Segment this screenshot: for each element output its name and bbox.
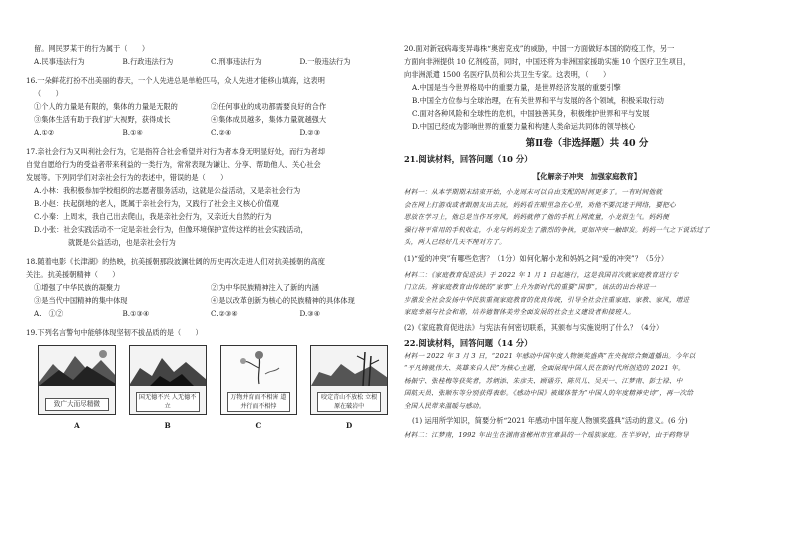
q19-picture-c (220, 345, 298, 415)
q21-m1-line: 头，两人已经好几天不理对方了。 (404, 238, 506, 246)
q22-m1-line: 杨振宁、张桂梅等获奖者，苏炳添、朱彦夫、顾诵芬、陈贝儿、吴天一、江梦南、彭士禄、中 (404, 376, 683, 385)
q21-title: 【化解亲子冲突 加强家庭教育】 (533, 172, 641, 181)
left-column (26, 42, 388, 432)
q18-stem-line2: 关注。抗美援朝精神（ ） (26, 270, 120, 279)
q21-heading: 21.阅读材料，回答问题（10 分） (404, 154, 533, 164)
q18-item-4: ④是以改革创新为核心的民族精神的具体体现 (211, 296, 355, 305)
q21-m1-line: 会在网上打游戏或者跟朋友出去玩，妈妈看在眼里急在心里，劝他不要沉迷于网络，要把心 (404, 200, 676, 209)
q15-option-b: B.行政违法行为 (122, 57, 174, 66)
q19-stem: 19.下列名言警句中能够体现坚韧不拔品质的是（ ） (26, 328, 203, 337)
q22-m1-line: 材料一 2022 年 3 月 3 日，“2021 年感动中国年度人物颁奖盛典”在央视综合频道播出。今年以 (404, 351, 696, 360)
q19-pictures (38, 345, 388, 415)
q19-caption-d: 咬定青山不放松 立根原在破岩中 (317, 392, 381, 412)
q21-m1-line: 强行将平常用的手机收走，小龙与妈妈发生了激烈的争执，更加冲突一触即发。妈妈一气之下说话过了 (404, 225, 710, 234)
q15-option-c: C.刑事违法行为 (211, 57, 262, 66)
q19-letter-a: A (74, 421, 80, 430)
q20-option-a: A.中国是当今世界格局中的重要力量，是世界经济发展的重要引擎 (412, 83, 621, 92)
q20-stem-line2: 方面向非洲提供 10 亿剂疫苗，同时，中国还将为非洲国家援助实施 10 个医疗卫生项目， (404, 57, 691, 66)
ink-mountain-icon (130, 346, 207, 386)
q17-option-d-cont: 就既是公益活动，也是亲社会行为 (68, 238, 176, 247)
q22-question-1: (1) 运用所学知识，简要分析“2021 年感动中国年度人物颁奖盛典”活动的意义。(6 分) (412, 416, 688, 425)
q16-options (26, 126, 388, 139)
q16-paren: （ ） (34, 89, 63, 98)
section-2-title: 第Ⅱ卷（非选择题）共 40 分 (525, 138, 649, 149)
q21-m1-line: 思放在学习上，他总是当作耳旁风，妈妈就停了他的手机上网流量，小龙很生气。妈妈便 (404, 213, 669, 221)
q19-caption-c: 万物并育而不相害 道并行而不相悖 (227, 392, 291, 412)
q18-item-1: ①增强了中华民族的凝聚力 (34, 283, 121, 292)
q17-stem-line1: 17.亲社会行为又叫利社会行为，它是指符合社会希望并对行为者本身无明显好处，而行为者却 (26, 147, 325, 156)
q22-m1-line: “平凡铸就伟大、英雄来自人民”为核心主题，全面展现中国人民在新时代所创造的 2021 年。 (404, 364, 685, 372)
ink-landscape-icon (39, 346, 116, 386)
flower-painting-icon (221, 346, 298, 386)
q18-items-row2 (26, 294, 388, 307)
q15-option-a: A.民事违法行为 (34, 57, 85, 66)
q17-option-a: A.小林：我积极参加学校组织的志愿者服务活动，这就是公益活动，又是亲社会行为 (34, 186, 301, 195)
q16-option-d: D.②③ (299, 128, 321, 137)
q21-m2-line: 步激发全社会发扬中华民族重视家庭教育的优良传统，引导全社会注重家庭、家教、家风，增进 (404, 295, 690, 304)
q18-item-3: ③是当代中国精神的集中体现 (34, 296, 128, 305)
q21-m2-line: 门立法。将家庭教育由传统的“家事”上升为新时代的重要“国事”，该法的出台将进一 (404, 283, 657, 291)
q15-options (26, 55, 388, 68)
q21-m1-line: 材料一：从本学期期末结束开始，小龙周末可以自由支配的时间更多了。一有时间他就 (404, 188, 663, 196)
q17-option-d: D.小张：社会实践活动不一定是亲社会行为，但像环境保护宣传这样的社会实践活动， (34, 225, 308, 234)
q20-stem-line3: 向非洲派遣 1500 名医疗队员和公共卫生专家。这表明，（ ） (404, 70, 611, 79)
q22-heading: 22.阅读材料，回答问题（14 分） (404, 337, 533, 348)
q18-option-d: D.③④ (299, 309, 321, 318)
q16-item-2: ②任何事业的成功都需要良好的合作 (211, 102, 327, 111)
q18-item-2: ②为中华民族精神注入了新的内涵 (211, 283, 319, 292)
q16-option-a: A.①② (34, 128, 55, 137)
q19-letter-c: C (255, 421, 262, 430)
q18-options (26, 307, 388, 320)
q21-m2-line: 家庭幸福与社会和谐，培养德智体美劳全面发展的社会主义建设者和接班人。 (404, 308, 635, 316)
q15-option-d: D.一般违法行为 (299, 57, 351, 66)
q16-items-row1 (26, 100, 388, 113)
q15-tail: 留。网民罗某干的行为属于（ ） (34, 44, 150, 53)
q22-material-2: 材料二：江梦南，1992 年出生在湖南省郴州市宜章县的一个瑶族家庭。在半岁时，由于药物导 (404, 431, 689, 439)
q19-picture-d (310, 345, 388, 415)
q17-stem-line2: 自觉自愿给行为的受益者带来利益的一类行为，常常表现为谦让、分享、帮助他人、关心社会 (26, 160, 321, 169)
q16-option-c: C.②④ (211, 128, 232, 137)
q18-option-b: B.①③④ (122, 309, 150, 318)
right-column (404, 42, 770, 442)
q18-option-c: C.②③④ (211, 309, 238, 318)
bamboo-rock-icon (311, 346, 388, 386)
q21-material-2 (404, 269, 770, 319)
q22-m1-line: 国航天员、张顺东等分别获得表彰。《感动中国》被媒体誉为“中国人的年度精神史诗”，再一次给 (404, 389, 694, 397)
q16-option-b: B.①④ (122, 128, 143, 137)
q19-caption-b: 国无德不兴 人无德不立 (136, 392, 200, 412)
q20-option-c: C.面对各种风险和全球性的危机，中国独善其身，积极维护世界和平与发展 (412, 109, 650, 118)
q19-caption-a: 致广大而尽精微 (45, 398, 109, 411)
q19-picture-b (129, 345, 207, 415)
q20-option-d: D.中国已经成为影响世界的重要力量和构建人类命运共同体的领导核心 (412, 122, 636, 131)
q18-option-a: A. ①② (34, 309, 64, 318)
q16-items-row2 (26, 113, 388, 126)
q19-letter-b: B (164, 421, 171, 430)
q19-letters (38, 419, 388, 432)
q16-stem: 16.一朵鲜花打扮不出美丽的春天，一个人先进总是单枪匹马，众人先进才能移山填海，这表明 (26, 76, 325, 85)
q21-material-1 (404, 186, 770, 249)
q16-item-4: ④集体成员越多，集体力量就越强大 (211, 115, 327, 124)
q21-m2-line: 材料二：《家庭教育促进法》于 2022 年 1 月 1 日起施行，这是我国首次就家庭教育进行专 (404, 270, 679, 279)
q17-option-c: C.小秦：上周末，我自己出去爬山，我是亲社会行为，又亲近大自然的行为 (34, 212, 272, 221)
q21-question-2: (2)《家庭教育促进法》与宪法有何密切联系，其颁布与实施说明了什么？（4分） (404, 322, 664, 332)
q16-item-1: ①个人的力量是有限的，集体的力量是无限的 (34, 102, 178, 111)
q19-letter-d: D (346, 421, 353, 430)
q22-material-1 (404, 350, 770, 413)
q17-option-b: B.小赵：扶起倒地的老人，既属于亲社会行为，又践行了社会主义核心价值观 (34, 199, 279, 208)
q18-stem-line1: 18.随着电影《长津湖》的热映，抗美援朝那段波澜壮阔的历史再次走进人们对抗美援朝的高度 (26, 257, 325, 266)
q17-stem-line3: 发展等。下列同学们对亲社会行为的表述中，错误的是（ ） (26, 173, 228, 182)
q20-option-b: B.中国全方位参与全球治理，在有关世界和平与发展的各个领域，积极采取行动 (412, 96, 664, 105)
q22-m1-line: 全国人民带来温暖与感动。 (404, 401, 486, 410)
q19-picture-a (38, 345, 116, 415)
q21-question-1: (1)“爱的冲突”有哪些危害？（1分）如何化解小龙和妈妈之间“爱的冲突”？（5分） (404, 253, 669, 263)
q16-item-3: ③集体生活有助于我们扩大视野，获得成长 (34, 115, 171, 124)
q18-items-row1 (26, 281, 388, 294)
q20-stem-line1: 20.面对新冠病毒变异毒株“奥密克戎”的威胁，中国一方面做好本国的防疫工作，另一 (404, 44, 675, 53)
